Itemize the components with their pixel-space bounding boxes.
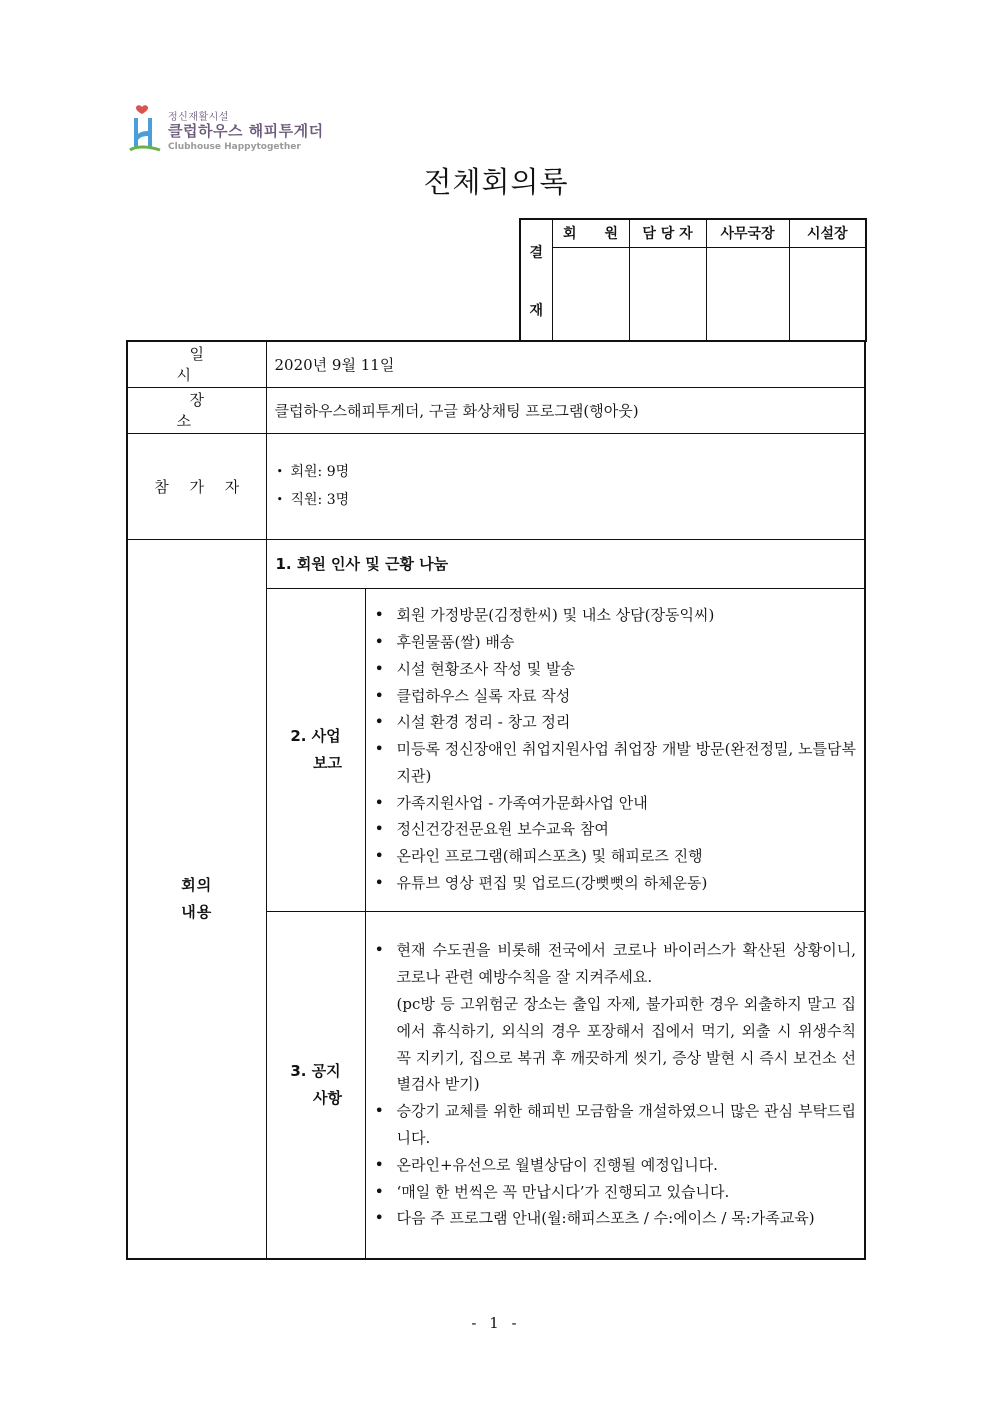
list-item: • 온라인+유선으로 월별상담이 진행될 예정입니다. <box>375 1152 857 1179</box>
section-3-label: 3. 공지 사항 <box>266 911 365 1259</box>
list-item: • 후원물품(쌀) 배송 <box>375 629 857 656</box>
list-item: • 미등록 정신장애인 취업지원사업 취업장 개발 방문(완전정밀, 노틀담복지관) <box>375 736 857 790</box>
business-report-list <box>366 602 865 897</box>
place-label: 장 소 <box>127 387 266 433</box>
participants-list <box>267 458 865 514</box>
participants-value <box>266 433 865 539</box>
list-item: • 클럽하우스 실록 자료 작성 <box>375 683 857 710</box>
list-item: • 정신건강전문요원 보수교육 참여 <box>375 816 857 843</box>
notice-note: (pc방 등 고위험군 장소는 출입 자제, 불가피한 경우 외출하지 말고 집에서 휴식하기, 외식의 경우 포장해서 집에서 먹기, 외출 시 위생수칙 꼭 지키기, 집으로 복귀 후 깨끗하게 씻기, 증상 발현 시 즉시 보건소 선별검사 받기) <box>396 994 856 1094</box>
logo-subtitle: 정신재활시설 <box>168 112 229 123</box>
date-value: 2020년 9월 11일 <box>266 341 865 387</box>
list-item: • 다음 주 프로그램 안내(월:해피스포츠 / 수:에이스 / 목:가족교육) <box>375 1205 857 1232</box>
participants-label: 참 가 자 <box>127 433 266 539</box>
logo-name: 클럽하우스 해피투게더 <box>168 122 324 140</box>
list-item: • ‘매일 한 번씩은 꼭 만납시다’가 진행되고 있습니다. <box>375 1179 857 1206</box>
list-item: • 회원 가정방문(김정한씨) 및 내소 상담(장동익씨) <box>375 602 857 629</box>
list-item: • 승강기 교체를 위한 해피빈 모금함을 개설하였으니 많은 관심 부탁드립니다. <box>375 1098 857 1152</box>
list-item: • 직원: 3명 <box>277 486 865 514</box>
list-item: • 가족지원사업 - 가족여가문화사업 안내 <box>375 790 857 817</box>
list-item: • 시설 현황조사 작성 및 발송 <box>375 656 857 683</box>
approval-sign-manager[interactable] <box>629 247 706 341</box>
approval-col-director: 시설장 <box>789 219 866 247</box>
list-item: • 현재 수도권을 비롯해 전국에서 코로나 바이러스가 확산된 상황이니, 코로나 관련 예방수칙을 잘 지켜주세요. <box>375 937 857 991</box>
approval-side-label: 결 재 <box>520 219 552 341</box>
list-item: • 온라인 프로그램(해피스포츠) 및 해피로즈 진행 <box>375 843 857 870</box>
minutes-table <box>126 340 866 1260</box>
approval-col-member: 회 원 <box>552 219 629 247</box>
content-label: 회의 내용 <box>127 539 266 1259</box>
date-label: 일 시 <box>127 341 266 387</box>
logo-english: Clubhouse Happytogether <box>168 142 301 152</box>
approval-sign-member[interactable] <box>552 247 629 341</box>
list-item: • 유튜브 영상 편집 및 업로드(강뻣뻣의 하체운동) <box>375 870 857 897</box>
document-title: 전체회의록 <box>423 165 569 199</box>
approval-col-secretary: 사무국장 <box>706 219 789 247</box>
section-2-label: 2. 사업 보고 <box>266 588 365 911</box>
section-1-title: 1. 회원 인사 및 근황 나눔 <box>266 539 865 588</box>
approval-sign-director[interactable] <box>789 247 866 341</box>
place-value: 클럽하우스해피투게더, 구글 화상채팅 프로그램(행아웃) <box>266 387 865 433</box>
clubhouse-logo <box>128 104 328 156</box>
list-item: • 회원: 9명 <box>277 458 865 486</box>
approval-table <box>519 218 867 342</box>
approval-sign-secretary[interactable] <box>706 247 789 341</box>
logo-h-icon <box>128 104 164 154</box>
section-2-body <box>365 588 865 911</box>
page-number: - 1 - <box>471 1314 521 1332</box>
section-3-body <box>365 911 865 1259</box>
notice-list <box>366 937 865 1232</box>
approval-col-manager: 담 당 자 <box>629 219 706 247</box>
list-item: • 시설 환경 정리 - 창고 정리 <box>375 709 857 736</box>
